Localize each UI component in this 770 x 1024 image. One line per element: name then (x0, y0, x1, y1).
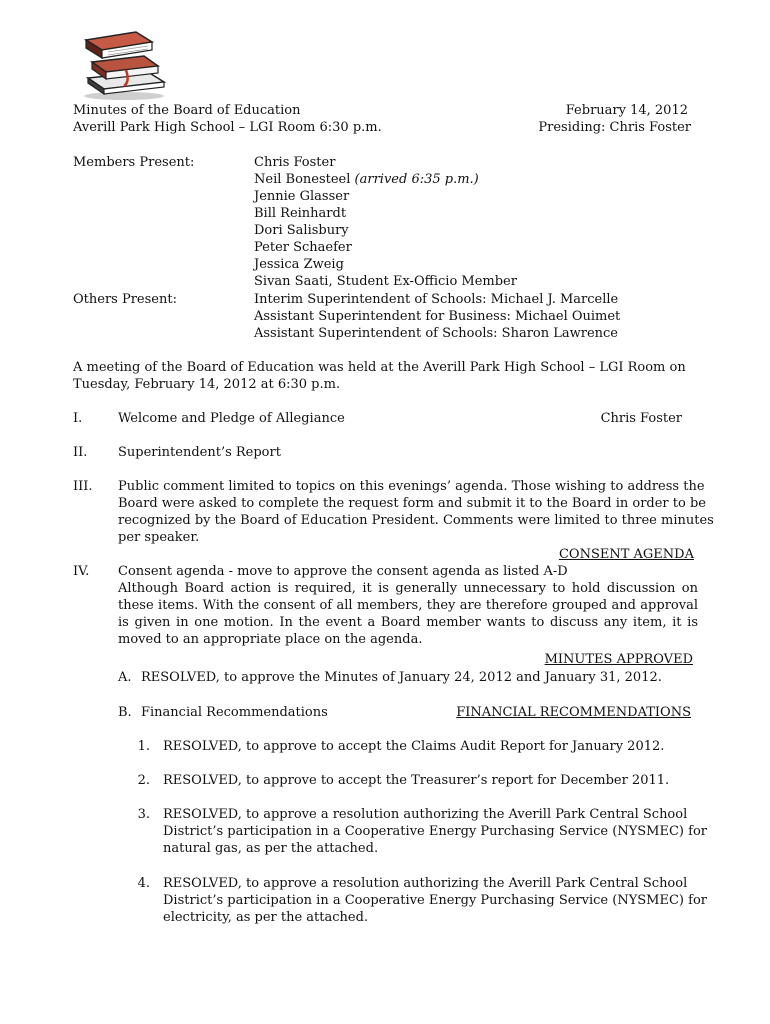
resolution-text: District’s participation in a Cooperative Energy Purchasing Service (NYSMEC) for (163, 893, 707, 908)
section-title: Welcome and Pledge of Allegiance (118, 411, 345, 426)
item-letter: B. (118, 705, 132, 720)
section-number: I. (73, 411, 83, 426)
public-comment-line: Board were asked to complete the request form and submit it to the Board in order to be (118, 496, 706, 511)
resolution-text: District’s participation in a Cooperative Energy Purchasing Service (NYSMEC) for (163, 824, 707, 839)
resolution-text: RESOLVED, to approve to accept the Treasurer’s report for December 2011. (163, 773, 670, 788)
minutes-resolution: RESOLVED, to approve the Minutes of January 24, 2012 and January 31, 2012. (141, 670, 662, 685)
meeting-date: February 14, 2012 (565, 103, 688, 118)
public-comment-line: recognized by the Board of Education President. Comments were limited to three minutes (118, 513, 714, 528)
resolution-text: electricity, as per the attached. (163, 910, 369, 925)
intro-line: A meeting of the Board of Education was held at the Averill Park High School – LGI Room on (73, 360, 686, 375)
subitem-number: 2. (137, 773, 150, 788)
arrival-note: (arrived 6:35 p.m.) (354, 172, 479, 187)
presiding-officer: Presiding: Chris Foster (538, 120, 691, 135)
intro-line: Tuesday, February 14, 2012 at 6:30 p.m. (73, 377, 341, 392)
member-name: Peter Schaefer (254, 240, 352, 255)
others-present-label: Others Present: (73, 292, 177, 307)
member-name: Neil Bonesteel (254, 172, 351, 187)
members-present-label: Members Present: (73, 155, 195, 170)
section-number: IV. (73, 564, 90, 579)
section-title: Superintendent’s Report (118, 445, 281, 460)
member-name: Chris Foster (254, 155, 336, 170)
member-name: Bill Reinhardt (254, 206, 347, 221)
consent-agenda-motion: Consent agenda - move to approve the consent agenda as listed A-D (118, 564, 568, 579)
member-name: Jessica Zweig (254, 257, 344, 272)
minutes-approved-heading: MINUTES APPROVED (544, 652, 693, 667)
document-title: Minutes of the Board of Education (73, 103, 301, 118)
member-name: Dori Salisbury (254, 223, 349, 238)
subitem-number: 1. (137, 739, 150, 754)
consent-agenda-heading: CONSENT AGENDA (558, 547, 694, 562)
meeting-location: Averill Park High School – LGI Room 6:30 p.m. (73, 120, 382, 135)
financial-recommendations-label: Financial Recommendations (141, 705, 328, 720)
public-comment-line: Public comment limited to topics on this evenings’ agenda. Those wishing to address the (118, 479, 705, 494)
resolution-text: natural gas, as per the attached. (163, 841, 379, 856)
member-name-with-note (254, 171, 479, 188)
section-presenter: Chris Foster (600, 411, 682, 426)
resolution-text: RESOLVED, to approve a resolution authorizing the Averill Park Central School (163, 876, 688, 891)
other-attendee: Assistant Superintendent for Business: Michael Ouimet (254, 309, 621, 324)
section-number: III. (73, 479, 93, 494)
resolution-text: RESOLVED, to approve a resolution authorizing the Averill Park Central School (163, 807, 688, 822)
member-name: Sivan Saati, Student Ex-Officio Member (254, 274, 517, 289)
consent-agenda-explanation: Although Board action is required, it is generally unnecessary to hold discussion on these items. With the consent of all members, they are therefore grouped and approval is given in one motion. In the event a Board member wants to discuss any item, it is moved to an appropriate place on the agenda. (118, 581, 698, 647)
public-comment-line: per speaker. (118, 530, 200, 545)
subitem-number: 4. (137, 876, 150, 891)
section-number: II. (73, 445, 88, 460)
item-letter: A. (118, 670, 132, 685)
other-attendee: Assistant Superintendent of Schools: Sharon Lawrence (254, 326, 618, 341)
resolution-text: RESOLVED, to approve to accept the Claims Audit Report for January 2012. (163, 739, 665, 754)
books-logo-icon (78, 26, 170, 100)
member-name: Jennie Glasser (254, 189, 350, 204)
other-attendee: Interim Superintendent of Schools: Michael J. Marcelle (254, 292, 619, 307)
financial-recommendations-heading: FINANCIAL RECOMMENDATIONS (456, 705, 691, 720)
subitem-number: 3. (137, 807, 150, 822)
